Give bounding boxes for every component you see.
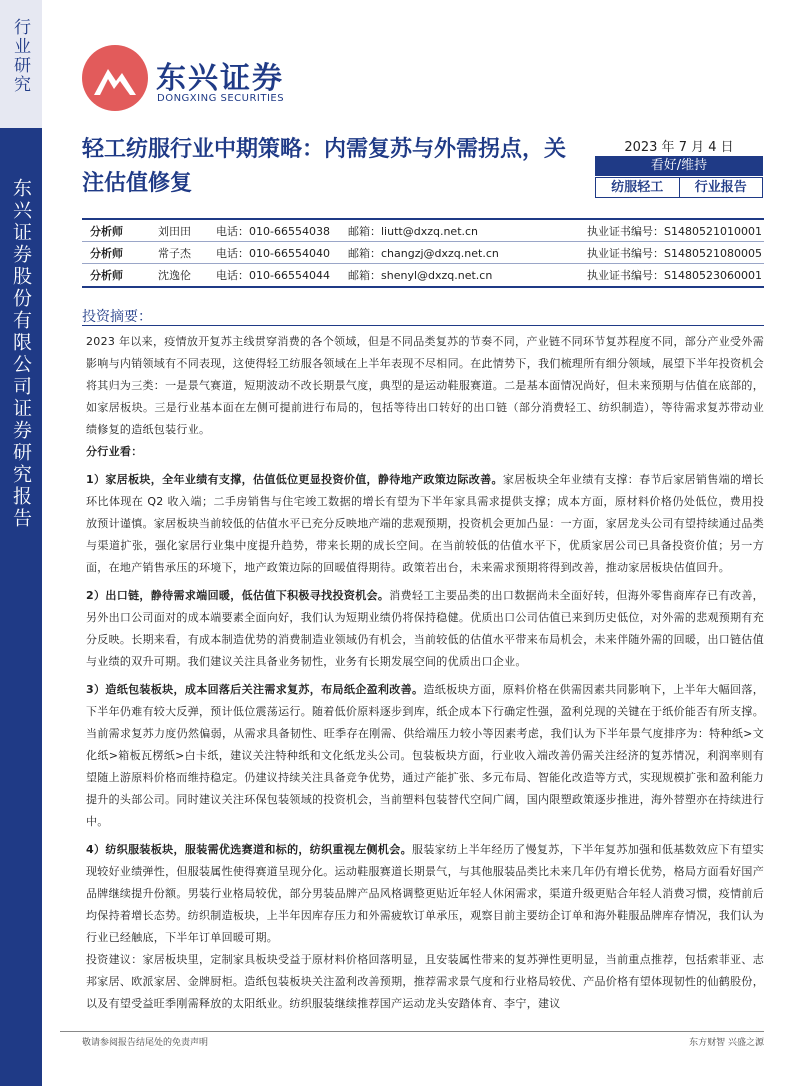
paragraph-text: 家居板块全年业绩有支撑：春节后家居销售端的增长环比体现在 Q2 收入端；二手房销售与住宅竣工数据的增长有望为下半年家具需求提供支撑；成本方面，原材料价格仍处低位，费用投放预计谨慎。家居板块当前较低的估值水平已充分反映地产端的悲观预期，投资机会更加凸显：一方面，家居龙头公司有望持续通过品类与渠道扩张，强化家居行业集中度提升趋势，带来长期的成长空间。在当前较低的估值水平下，优质家居公司已具备投资价值；另一方面，在地产销售承压的环境下，地产政策边际的回暖值得期待。政策若出台，未来需求预期将得到改善，推动家居板块估值回升。 [86, 473, 764, 574]
analyst-name: 常子杰 [158, 246, 191, 260]
paragraph-lead: 2）出口链，静待需求端回暖，低估值下积极寻找投资机会。 [86, 589, 390, 602]
logo-mountain-icon [92, 59, 138, 99]
analyst-row [82, 242, 764, 264]
footer-disclaimer: 敬请参阅报告结尾处的免责声明 [82, 1038, 209, 1048]
paragraph-textile-apparel [86, 839, 764, 949]
paragraph-home-furnishing [86, 469, 764, 579]
analyst-role: 分析师 [90, 224, 123, 238]
analyst-phone: 电话：010-66554038 [216, 224, 330, 238]
analyst-row [82, 264, 764, 286]
logo-mark [82, 45, 148, 111]
footer-divider [60, 1031, 764, 1032]
report-type-tag: 行业报告 [694, 180, 747, 195]
paragraph-text: 造纸板块方面，原料价格在供需因素共同影响下，上半年大幅回落，下半年仍难有较大反弹，预计低位震荡运行。随着低价原料逐步到库，纸企成本下行确定性强，盈利兑现的关键在于纸价能否有所支撑。当前需求复苏力度仍然偏弱，从需求具备韧性、旺季存在刚需、供给端压力较小等因素考虑，我们认为下半年景气度排序为：特种纸>文化纸>箱板瓦楞纸>白卡纸，建议关注特种纸和文化纸龙头公司。包装板块方面，行业收入端改善仍需关注经济的复苏情况，利润率则有望随上游原料价格而维持稳定。仍建议持续关注具备竞争优势，通过产能扩张、多元布局、智能化改造等方式，实现规模扩张和盈利能力提升的头部公司。同时建议关注环保包装领域的投资机会，当前塑料包装替代空间广阔，国内限塑政策逐步推进，海外替塑亦在持续进行中。 [86, 683, 765, 828]
analyst-name: 刘田田 [158, 224, 191, 238]
sidebar-top [0, 0, 42, 128]
sidebar-company-label: 东兴证券股份有限公司证券研究报告 [10, 178, 32, 530]
analyst-email: 邮箱：liutt@dxzq.net.cn [348, 224, 479, 238]
sidebar-category-label: 行业研究 [10, 18, 30, 94]
paragraph-paper-packaging [86, 679, 764, 833]
intro-paragraph: 2023 年以来，疫情放开复苏主线贯穿消费的各个领域，但是不同品类复苏的节奏不同，产业链不同环节复苏程度不同，部分产业受外需影响与内销领域有不同表现，这使得轻工纺服各领域在上半年表现不尽相同。在此情势下，我们梳理所有细分领域，展望下半年投资机会将其归为三类：一是景气赛道，短期波动不改长期景气度，典型的是运动鞋服赛道。二是基本面情况尚好，但未来预期与估值在底部的，如家居板块。三是行业基本面在左侧可提前进行布局的，包括等待出口转好的出口链（部分消费轻工、纺织制造），等待需求复苏带动业绩修复的造纸包装行业。 [86, 335, 764, 436]
analyst-phone: 电话：010-66554040 [216, 246, 330, 260]
analyst-row [82, 220, 764, 242]
analyst-email: 邮箱：shenyl@dxzq.net.cn [348, 269, 493, 282]
analyst-email: 邮箱：changzj@dxzq.net.cn [348, 246, 499, 260]
report-tags [595, 177, 763, 198]
analyst-phone: 电话：010-66554044 [216, 269, 330, 282]
logo-cn-text: 东兴证券 [156, 61, 284, 96]
analyst-table [82, 218, 764, 288]
paragraph-lead: 3）造纸包装板块，成本回落后关注需求复苏，布局纸企盈利改善。 [86, 683, 424, 696]
paragraph-export-chain [86, 585, 764, 673]
report-date: 2023 年 7 月 4 日 [624, 140, 734, 155]
subsection-heading: 分行业看： [86, 445, 143, 458]
analyst-role: 分析师 [90, 246, 123, 260]
industry-tag: 纺服轻工 [596, 178, 680, 197]
footer-slogan: 东方财智 兴盛之源 [689, 1038, 764, 1048]
paragraph-lead: 1）家居板块，全年业绩有支撑，估值低位更显投资价值，静待地产政策边际改善。 [86, 473, 503, 486]
analyst-name: 沈逸伦 [158, 269, 191, 282]
company-logo [82, 45, 312, 115]
logo-en-text: DONGXING SECURITIES [157, 93, 285, 104]
rating-badge: 看好/维持 [595, 156, 763, 176]
section-heading: 投资摘要： [82, 309, 152, 325]
paragraph-text: 消费轻工主要品类的出口数据尚未全面好转，但海外零售商库存已有改善，另外出口公司面对的成本端要素全面向好，我们认为短期业绩仍将保持稳健。优质出口公司估值已来到历史低位，对外需的悲观预期有充分反映。长期来看，有成本制造优势的消费制造业领域仍有机会，当前较低的估值水平带来布局机会，未来伴随外需的回暖，出口链估值与业绩的双升可期。我们建议关注具备业务韧性，业务有长期发展空间的优质出口企业。 [86, 589, 764, 668]
paragraph-lead: 4）纺织服装板块，服装需优选赛道和标的，纺织重视左侧机会。 [86, 843, 412, 856]
paragraph-text: 服装家纺上半年经历了慢复苏，下半年复苏加强和低基数效应下有望实现较好业绩弹性，但服装属性使得赛道呈现分化。运动鞋服赛道长期景气，与其他服装品类比未来几年仍有增长优势，格局方面看好国产品牌继续提升份额。男装行业格局较优，部分男装品牌产品风格调整更贴近年轻人休闲需求，渠道升级更贴合年轻人消费习惯，疫情前后均保持着增长态势。纺织制造板块，上半年因库存压力和外需疲软订单承压，观察目前主要纺企订单和海外鞋服品牌库存情况，我们认为行业已经触底，下半年订单回暖可期。 [86, 843, 764, 944]
analyst-cert: 执业证书编号：S1480521080005 [587, 246, 762, 260]
analyst-role: 分析师 [90, 269, 123, 282]
section-divider [82, 325, 764, 326]
summary-body [86, 331, 764, 1015]
analyst-cert: 执业证书编号：S1480523060001 [587, 269, 762, 282]
report-title: 轻工纺服行业中期策略：内需复苏与外需拐点，关注估值修复 [82, 137, 567, 196]
paragraph-investment-advice: 投资建议：家居板块里，定制家具板块受益于原材料价格回落明显，且安装属性带来的复苏弹性更明显，当前重点推荐，包括索菲亚、志邦家居、欧派家居、金牌厨柜。造纸包装板块关注盈利改善预期，推荐需求景气度和行业格局较优、产品价格有望体现韧性的仙鹤股份，以及有望受益旺季刚需释放的太阳纸业。纺织服装继续推荐国产运动龙头安踏体育、李宁，建议 [86, 953, 764, 1010]
analyst-cert: 执业证书编号：S1480521010001 [587, 224, 762, 238]
sidebar-bottom [0, 128, 42, 1086]
